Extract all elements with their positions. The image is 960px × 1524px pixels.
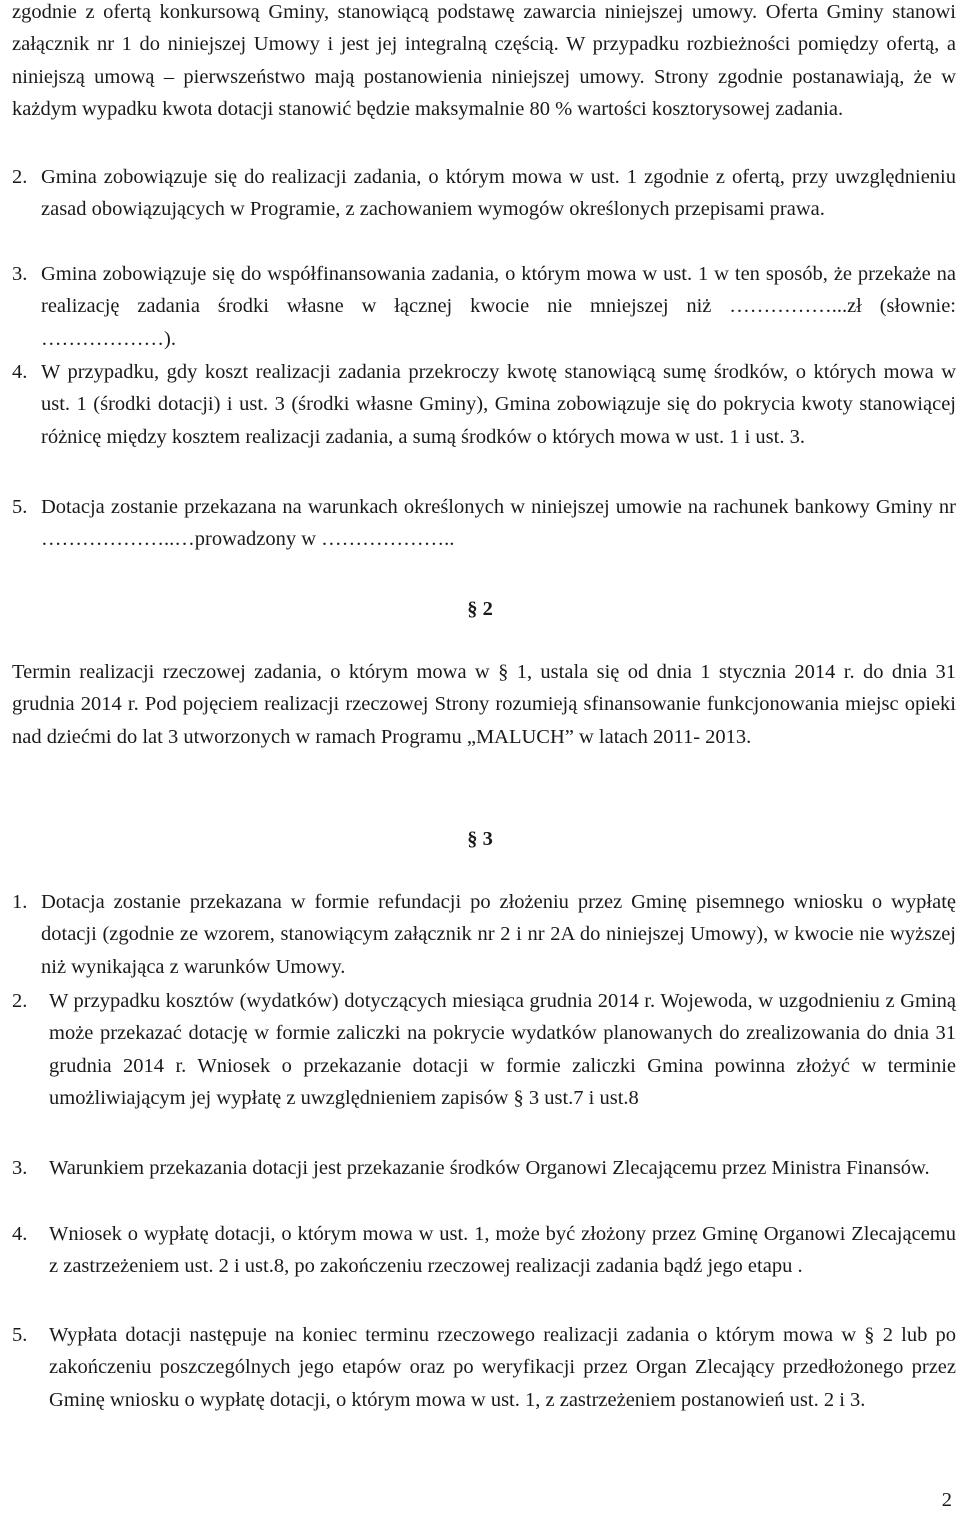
item-number: 5. xyxy=(12,1324,28,1346)
item-text: Wypłata dotacji następuje na koniec terminu rzeczowego realizacji zadania o którym mowa w § 2 lub po zakończeniu poszczególnych jego etapów oraz po weryfikacji przez Organ Zlecający przedłożonego przez Gminę wniosku o wypłatę dotacji, o którym mowa w ust. 1, z zastrzeżeniem postanowień ust. 2 i 3. xyxy=(49,1324,956,1411)
item-number: 3. xyxy=(12,1157,28,1179)
item-number: 1. xyxy=(12,891,28,913)
section2-text: Termin realizacji rzeczowej zadania, o którym mowa w § 1, ustala się od dnia 1 stycznia 2014 r. do dnia 31 grudnia 2014 r. Pod pojęciem realizacji rzeczowej Strony rozumieją sfinansowanie funkcjonowania miejsc opieki nad dziećmi do lat 3 utworzonych w ramach Programu „MALUCH” w latach 2011- 2013. xyxy=(12,661,956,748)
item-number: 2. xyxy=(12,990,28,1012)
section1-item-2 xyxy=(12,161,956,226)
item-text: Gmina zobowiązuje się do współfinansowania zadania, o którym mowa w ust. 1 w ten sposób, że przekaże na realizację zadania środki własne w łącznej kwocie nie mniejszej niż ……………...zł (słownie: ………………). xyxy=(41,263,956,350)
page-number: 2 xyxy=(941,1489,952,1511)
section3-item-3 xyxy=(12,1152,956,1184)
section3-item-5 xyxy=(12,1319,956,1416)
item-text: Dotacja zostanie przekazana na warunkach określonych w niniejszej umowie na rachunek bankowy Gminy nr ………………..…prowadzony w ……………….. xyxy=(41,496,956,551)
section3-item-1 xyxy=(12,886,956,983)
item-number: 4. xyxy=(12,1223,28,1245)
section1-item-3 xyxy=(12,258,956,355)
item-text: Warunkiem przekazania dotacji jest przekazanie środków Organowi Zlecającemu przez Ministra Finansów. xyxy=(49,1157,930,1179)
section-2-heading: § 2 xyxy=(467,598,493,620)
section1-item-5 xyxy=(12,491,956,556)
item-text: W przypadku kosztów (wydatków) dotyczących miesiąca grudnia 2014 r. Wojewoda, w uzgodnieniu z Gminą może przekazać dotację w formie zaliczki na pokrycie wydatków planowanych do zrealizowania do dnia 31 grudnia 2014 r. Wniosek o przekazanie dotacji w formie zaliczki Gmina powinna złożyć w terminie umożliwiającym jej wypłatę z uwzględnieniem zapisów § 3 ust.7 i ust.8 xyxy=(49,990,956,1110)
item-text: Dotacja zostanie przekazana w formie refundacji po złożeniu przez Gminę pisemnego wniosku o wypłatę dotacji (zgodnie ze wzorem, stanowiącym załącznik nr 2 i nr 2A do niniejszej Umowy), w kwocie nie wyższej niż wynikająca z warunków Umowy. xyxy=(41,891,956,978)
section-3-heading: § 3 xyxy=(467,828,493,850)
section3-item-2 xyxy=(12,985,956,1115)
item-text: Gmina zobowiązuje się do realizacji zadania, o którym mowa w ust. 1 zgodnie z ofertą, przy uwzględnieniu zasad obowiązujących w Programie, z zachowaniem wymogów określonych przepisami prawa. xyxy=(41,166,956,221)
item-text: W przypadku, gdy koszt realizacji zadania przekroczy kwotę stanowiącą sumę środków, o których mowa w ust. 1 (środki dotacji) i ust. 3 (środki własne Gminy), Gmina zobowiązuje się do pokrycia kwoty stanowiącej różnicę między kosztem realizacji zadania, a sumą środków o których mowa w ust. 1 i ust. 3. xyxy=(41,361,956,448)
item-number: 4. xyxy=(12,361,28,383)
item-text: Wniosek o wypłatę dotacji, o którym mowa w ust. 1, może być złożony przez Gminę Organowi Zlecającemu z zastrzeżeniem ust. 2 i ust.8, po zakończeniu rzeczowej realizacji zadania bądź jego etapu . xyxy=(49,1223,956,1278)
section1-item-4 xyxy=(12,356,956,453)
item-number: 2. xyxy=(12,166,28,188)
item-number: 5. xyxy=(12,496,28,518)
item-number: 3. xyxy=(12,263,28,285)
section1-intro: zgodnie z ofertą konkursową Gminy, stanowiącą podstawę zawarcia niniejszej umowy. Oferta Gminy stanowi załącznik nr 1 do niniejszej Umowy i jest jej integralną częścią. W przypadku rozbieżności pomiędzy ofertą, a niniejszą umową – pierwszeństwo mają postanowienia niniejszej umowy. Strony zgodnie postanawiają, że w każdym wypadku kwota dotacji stanowić będzie maksymalnie 80 % wartości kosztorysowej zadania. xyxy=(12,1,956,121)
section3-item-4 xyxy=(12,1218,956,1283)
